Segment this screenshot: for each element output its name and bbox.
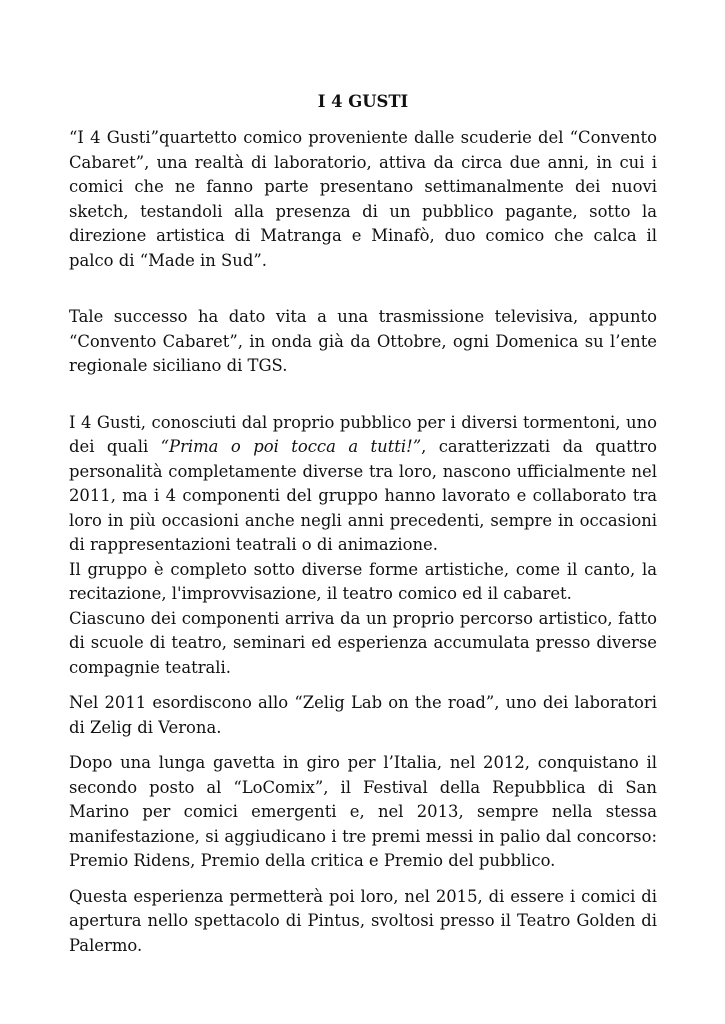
paragraph-pintus-show: Questa esperienza permetterà poi loro, nel 2015, di essere i comici di apertura nello spettacolo di Pintus, svoltosi presso il Teatro Golden di Palermo. [69, 886, 657, 955]
paragraph-origins-text-start: I 4 Gusti, conosciuti dal proprio pubblico per i diversi tormentoni, uno dei quali [69, 412, 657, 456]
document-page [69, 90, 657, 958]
paragraph-spacer [69, 874, 657, 885]
paragraph-tv-show: Tale successo ha dato vita a una trasmissione televisiva, appunto “Convento Cabaret”, in onda già da Ottobre, ogni Domenica su l’ente regionale siciliano di TGS. [69, 307, 657, 375]
paragraph-intro: “I 4 Gusti”quartetto comico proveniente dalle scuderie del “Convento Cabaret”, una realtà di laboratorio, attiva da circa due anni, in cui i comici che ne fanno parte presentano settimanalmente dei nuovi sketch, testandoli alla presenza di un pubblico pagante, sotto la direzione artistica di Matranga e Minafò, duo comico che calca il palco di “Made in Sud”. [69, 128, 657, 270]
document-title: I 4 GUSTI [317, 92, 409, 111]
paragraph-awards: Dopo una lunga gavetta in giro per l’Italia, nel 2012, conquistano il secondo posto al “LoComix”, il Festival della Repubblica di San Marino per comici emergenti e, nel 2013, sempre nella stessa manifestazione, si aggiudicano i tre premi messi in palio dal concorso: Premio Ridens, Premio della critica e Premio del pubblico. [69, 753, 657, 870]
paragraph-spacer [69, 273, 657, 305]
catchphrase-quote: “Prima o poi tocca a tutti!” [160, 437, 422, 456]
paragraph-origins [69, 411, 657, 558]
paragraph-spacer [69, 680, 657, 691]
paragraph-spacer [69, 740, 657, 751]
paragraph-backgrounds: Ciascuno dei componenti arriva da un proprio percorso artistico, fatto di scuole di teatro, seminari ed esperienza accumulata presso diverse compagnie teatrali. [69, 608, 657, 677]
paragraph-artistic-forms: Il gruppo è completo sotto diverse forme artistiche, come il canto, la recitazione, l'improvvisazione, il teatro comico ed il cabaret. [69, 559, 657, 603]
paragraph-origins-text-end: , caratterizzati da quattro personalità completamente diverse tra loro, nascono ufficialmente nel 2011, ma i 4 componenti del gruppo hanno lavorato e collaborato tra loro in più occasioni anche negli anni precedenti, sempre in occasioni di rappresentazioni teatrali o di animazione. [69, 437, 657, 554]
paragraph-debut: Nel 2011 esordiscono allo “Zelig Lab on the road”, uno dei laboratori di Zelig di Verona. [69, 693, 657, 737]
paragraph-spacer [69, 379, 657, 411]
